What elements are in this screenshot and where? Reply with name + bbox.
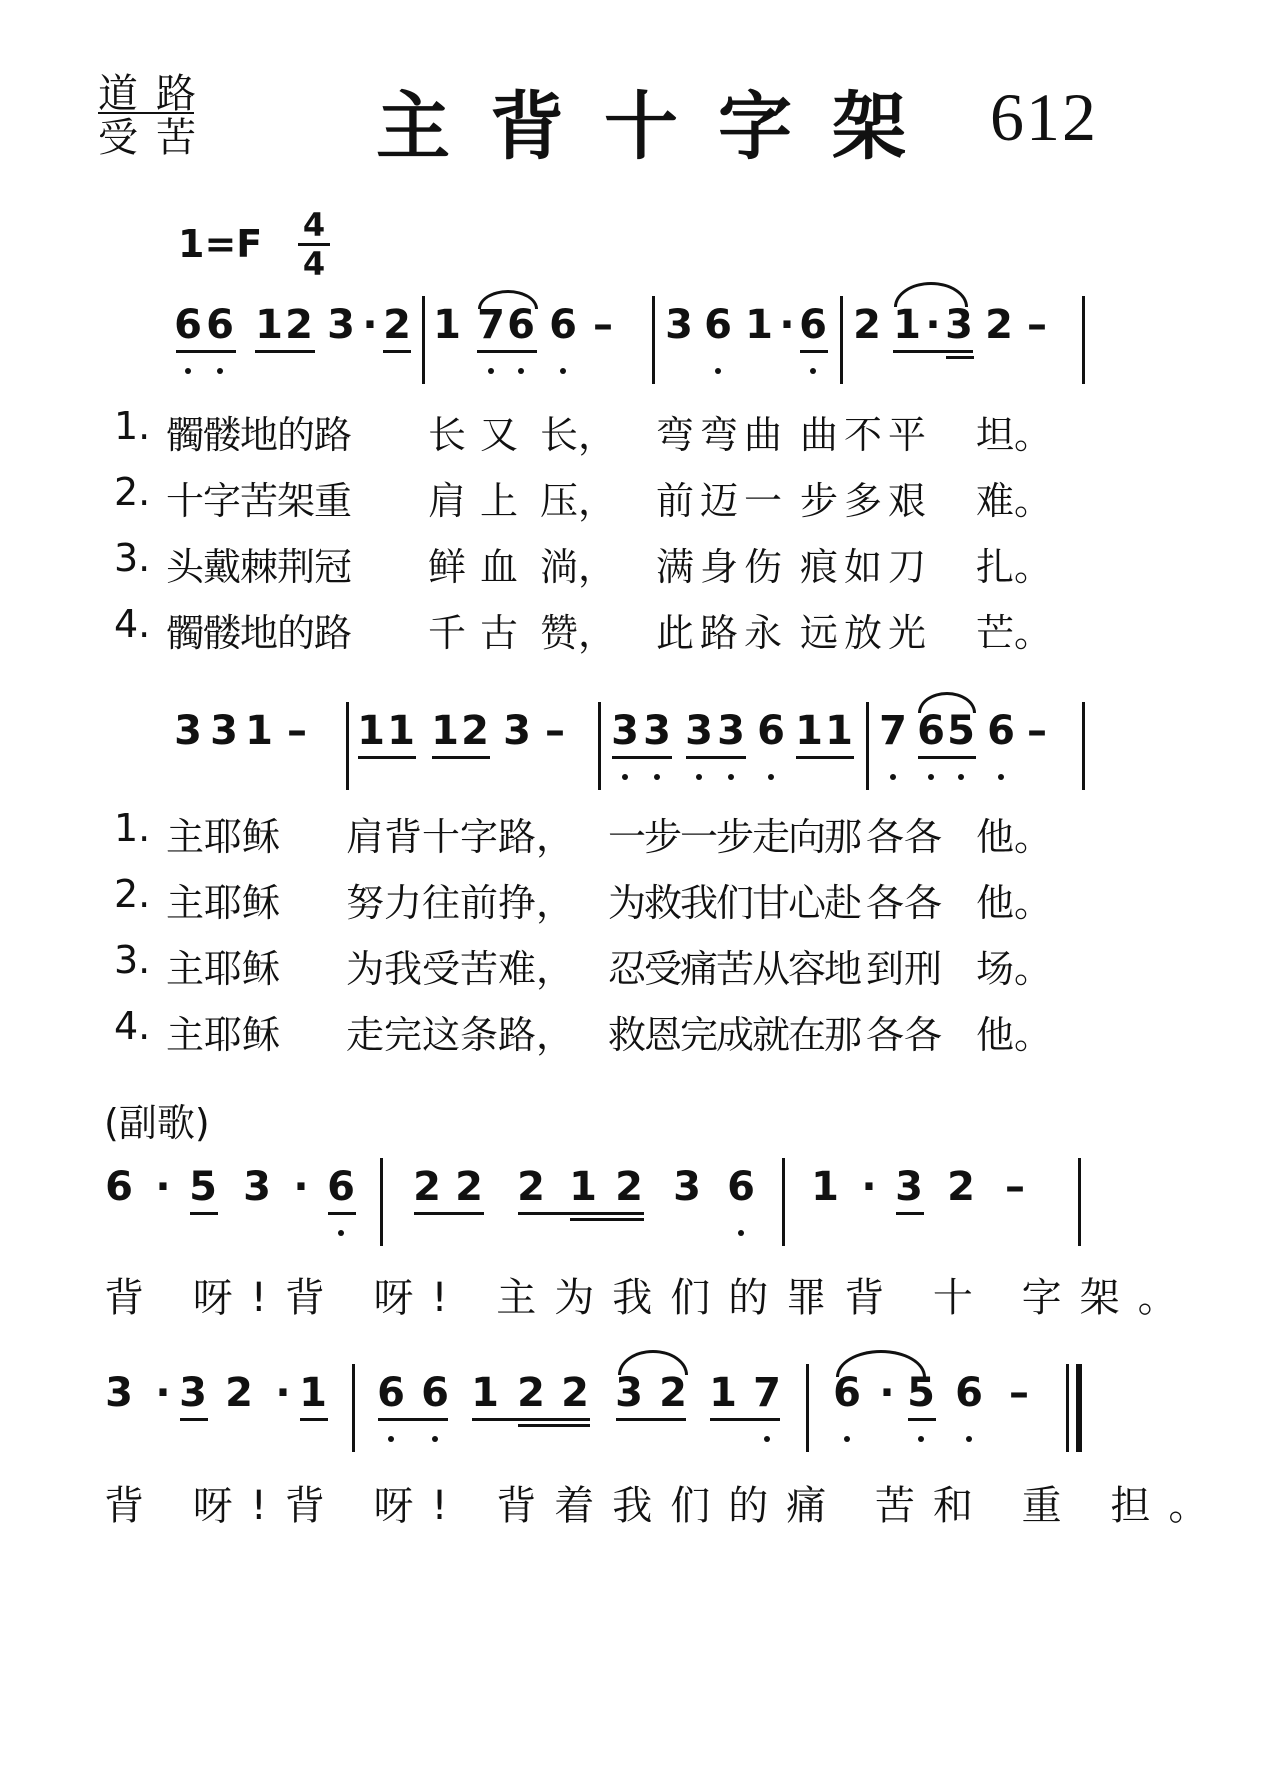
lyric: 曲不平 <box>800 413 933 457</box>
note: 1 <box>893 302 921 348</box>
lyric: 远放光 <box>800 611 933 655</box>
note: 7 <box>477 302 505 348</box>
note: 1 <box>433 302 461 348</box>
beam <box>616 1418 686 1421</box>
beam <box>800 350 828 353</box>
note: 3 <box>174 708 202 754</box>
lyric: 坦。 <box>976 413 1053 457</box>
beam <box>414 1212 484 1215</box>
note: 2 <box>853 302 881 348</box>
note: · <box>925 302 941 348</box>
lyric: 场。 <box>976 947 1053 991</box>
bar-line <box>840 296 843 384</box>
lyric: 压， <box>540 479 617 523</box>
lyric: 各各 <box>866 881 943 925</box>
note: 3 <box>615 1370 643 1416</box>
lyric: 满身伤 <box>656 545 789 589</box>
lyric: 弯弯曲 <box>656 413 789 457</box>
bar-line <box>806 1364 809 1452</box>
slur <box>918 692 976 713</box>
hymn-title: 主背十字架 <box>376 84 946 170</box>
beam <box>893 350 973 353</box>
note: 7 <box>879 708 907 754</box>
category-tag-road: 道路 <box>98 71 214 117</box>
note: 2 <box>561 1370 589 1416</box>
beam <box>328 1212 356 1215</box>
note: 3 <box>673 1164 701 1210</box>
beam <box>300 1418 328 1421</box>
lyric: 主耶稣 <box>166 1013 281 1057</box>
lyric: 芒。 <box>976 611 1053 655</box>
staff-line-1 <box>0 296 1280 416</box>
bar-line <box>1082 296 1085 384</box>
verse-number: 2. <box>114 470 151 514</box>
bar-line <box>1078 1158 1081 1246</box>
verse-number: 3. <box>114 938 151 982</box>
note: 2 <box>615 1164 643 1210</box>
lyric: 扎。 <box>976 545 1053 589</box>
note: 2 <box>461 708 489 754</box>
bar-line <box>652 296 655 384</box>
note: 2 <box>517 1164 545 1210</box>
lyric: 头戴棘荆冠 <box>166 545 352 589</box>
verse-number: 2. <box>114 872 151 916</box>
beam <box>612 756 672 759</box>
note: 3 <box>643 708 671 754</box>
note: 6 <box>105 1164 133 1210</box>
beam <box>710 1418 780 1421</box>
bar-line <box>422 296 425 384</box>
lyric: 淌， <box>540 545 617 589</box>
lyric: 肩背十字路， <box>346 815 575 859</box>
lyric: 髑髅地的路 <box>166 611 352 655</box>
note: 1 <box>569 1164 597 1210</box>
note: 6 <box>757 708 785 754</box>
note: · <box>362 302 378 348</box>
lyric: 他。 <box>976 1013 1053 1057</box>
time-signature-bottom: 4 <box>302 245 326 283</box>
lyric: 十字苦架重 <box>166 479 352 523</box>
note: – <box>1027 302 1047 348</box>
note: · <box>293 1164 309 1210</box>
note: 3 <box>210 708 238 754</box>
note: 5 <box>189 1164 217 1210</box>
note: 3 <box>945 302 973 348</box>
chorus-staff-2 <box>0 1364 1280 1484</box>
note: 6 <box>799 302 827 348</box>
note: 6 <box>507 302 535 348</box>
note: 2 <box>517 1370 545 1416</box>
bar-line <box>346 702 349 790</box>
note: 1 <box>811 1164 839 1210</box>
note: 6 <box>833 1370 861 1416</box>
note: 3 <box>503 708 531 754</box>
lyric: 为我受苦难， <box>346 947 575 991</box>
note: 2 <box>985 302 1013 348</box>
lyric: 他。 <box>976 881 1053 925</box>
note: 6 <box>727 1164 755 1210</box>
beam <box>432 756 490 759</box>
note: 3 <box>895 1164 923 1210</box>
lyric: 长又 <box>428 413 533 457</box>
note: 1 <box>709 1370 737 1416</box>
note: 1 <box>245 708 273 754</box>
beam <box>255 350 315 353</box>
lyric: 他。 <box>976 815 1053 859</box>
note: 6 <box>327 1164 355 1210</box>
bar-line <box>1066 1364 1069 1452</box>
note: 6 <box>377 1370 405 1416</box>
chorus-label: (副歌) <box>104 1101 210 1145</box>
beam <box>918 756 976 759</box>
lyric: 到刑 <box>866 947 943 991</box>
bar-line <box>598 702 601 790</box>
time-signature <box>294 208 334 281</box>
lyric: 前迈一 <box>656 479 789 523</box>
note: · <box>275 1370 291 1416</box>
bar-line <box>1082 702 1085 790</box>
beam <box>358 756 416 759</box>
note: 6 <box>549 302 577 348</box>
bar-line <box>782 1158 785 1246</box>
note: – <box>1009 1370 1029 1416</box>
note: 1 <box>431 708 459 754</box>
slur <box>618 1350 688 1375</box>
note: 3 <box>665 302 693 348</box>
slur <box>894 282 968 307</box>
lyric: 髑髅地的路 <box>166 413 352 457</box>
note: 3 <box>179 1370 207 1416</box>
lyric: 鲜血 <box>428 545 533 589</box>
lyric: 千古 <box>428 611 533 655</box>
note: 6 <box>917 708 945 754</box>
verse-number: 4. <box>114 602 151 646</box>
note: 3 <box>105 1370 133 1416</box>
bar-line <box>352 1364 355 1452</box>
verse-number: 1. <box>114 404 151 448</box>
note: 2 <box>947 1164 975 1210</box>
chorus-staff-1 <box>0 1158 1280 1278</box>
note: 6 <box>704 302 732 348</box>
note: 1 <box>357 708 385 754</box>
note: – <box>1027 708 1047 754</box>
note: 3 <box>717 708 745 754</box>
beam <box>946 356 974 359</box>
beam <box>383 350 411 353</box>
note: 6 <box>206 302 234 348</box>
note: · <box>861 1164 877 1210</box>
bar-line <box>380 1158 383 1246</box>
beam <box>180 1418 208 1421</box>
lyric: 主耶稣 <box>166 881 281 925</box>
note: – <box>545 708 565 754</box>
time-signature-top: 4 <box>302 206 326 244</box>
note: 2 <box>413 1164 441 1210</box>
beam <box>570 1218 644 1221</box>
note: 2 <box>225 1370 253 1416</box>
bar-line <box>866 702 869 790</box>
beam <box>796 756 854 759</box>
note: · <box>155 1164 171 1210</box>
lyric: 长， <box>540 413 617 457</box>
note: · <box>879 1370 895 1416</box>
lyric: 难。 <box>976 479 1053 523</box>
note: 1 <box>745 302 773 348</box>
note: 2 <box>659 1370 687 1416</box>
note: – <box>593 302 613 348</box>
note: – <box>287 708 307 754</box>
note: 3 <box>243 1164 271 1210</box>
note: 6 <box>174 302 202 348</box>
note: – <box>1005 1164 1025 1210</box>
note: · <box>155 1370 171 1416</box>
lyric: 努力往前挣， <box>346 881 575 925</box>
note: 1 <box>387 708 415 754</box>
beam <box>518 1424 590 1427</box>
beam <box>896 1212 924 1215</box>
beam <box>518 1212 644 1215</box>
note: 2 <box>285 302 313 348</box>
lyric: 各各 <box>866 1013 943 1057</box>
note: · <box>779 302 795 348</box>
lyric: 主耶稣 <box>166 815 281 859</box>
lyric: 为救我们甘心赴 <box>608 881 861 925</box>
lyric: 赞， <box>540 611 617 655</box>
note: 7 <box>753 1370 781 1416</box>
note: 1 <box>825 708 853 754</box>
verse-number: 1. <box>114 806 151 850</box>
beam <box>908 1418 936 1421</box>
note: 2 <box>455 1164 483 1210</box>
lyric: 走完这条路， <box>346 1013 575 1057</box>
note: 1 <box>299 1370 327 1416</box>
lyric: 步多艰 <box>800 479 933 523</box>
verse-number: 3. <box>114 536 151 580</box>
chorus-lyric-2: 背 呀!背 呀! 背着我们的痛 苦和 重 担。 <box>104 1483 1227 1529</box>
beam <box>176 350 236 353</box>
lyric: 痕如刀 <box>800 545 933 589</box>
note: 3 <box>611 708 639 754</box>
note: 6 <box>987 708 1015 754</box>
chorus-lyric-1: 背 呀!背 呀! 主为我们的罪背 十 字架。 <box>104 1275 1196 1321</box>
beam <box>472 1418 590 1421</box>
beam <box>686 756 746 759</box>
category-tag-suffering: 受苦 <box>98 115 214 161</box>
slur <box>478 290 538 309</box>
beam <box>378 1418 448 1421</box>
beam <box>190 1212 218 1215</box>
staff-line-2 <box>0 702 1280 822</box>
lyric: 各各 <box>866 815 943 859</box>
lyric: 救恩完成就在那 <box>608 1013 861 1057</box>
lyric: 一步一步走向那 <box>608 815 861 859</box>
final-bar-line <box>1076 1364 1082 1452</box>
lyric: 主耶稣 <box>166 947 281 991</box>
hymn-number: 612 <box>990 79 1098 155</box>
note: 6 <box>421 1370 449 1416</box>
beam <box>477 350 537 353</box>
lyric: 忍受痛苦从容地 <box>608 947 861 991</box>
lyric: 此路永 <box>656 611 789 655</box>
lyric: 肩上 <box>428 479 533 523</box>
note: 5 <box>907 1370 935 1416</box>
note: 3 <box>685 708 713 754</box>
note: 1 <box>471 1370 499 1416</box>
note: 6 <box>955 1370 983 1416</box>
note: 1 <box>255 302 283 348</box>
note: 1 <box>795 708 823 754</box>
verse-number: 4. <box>114 1004 151 1048</box>
key-signature: 1=F <box>178 222 263 266</box>
note: 5 <box>947 708 975 754</box>
note: 3 <box>327 302 355 348</box>
note: 2 <box>383 302 411 348</box>
